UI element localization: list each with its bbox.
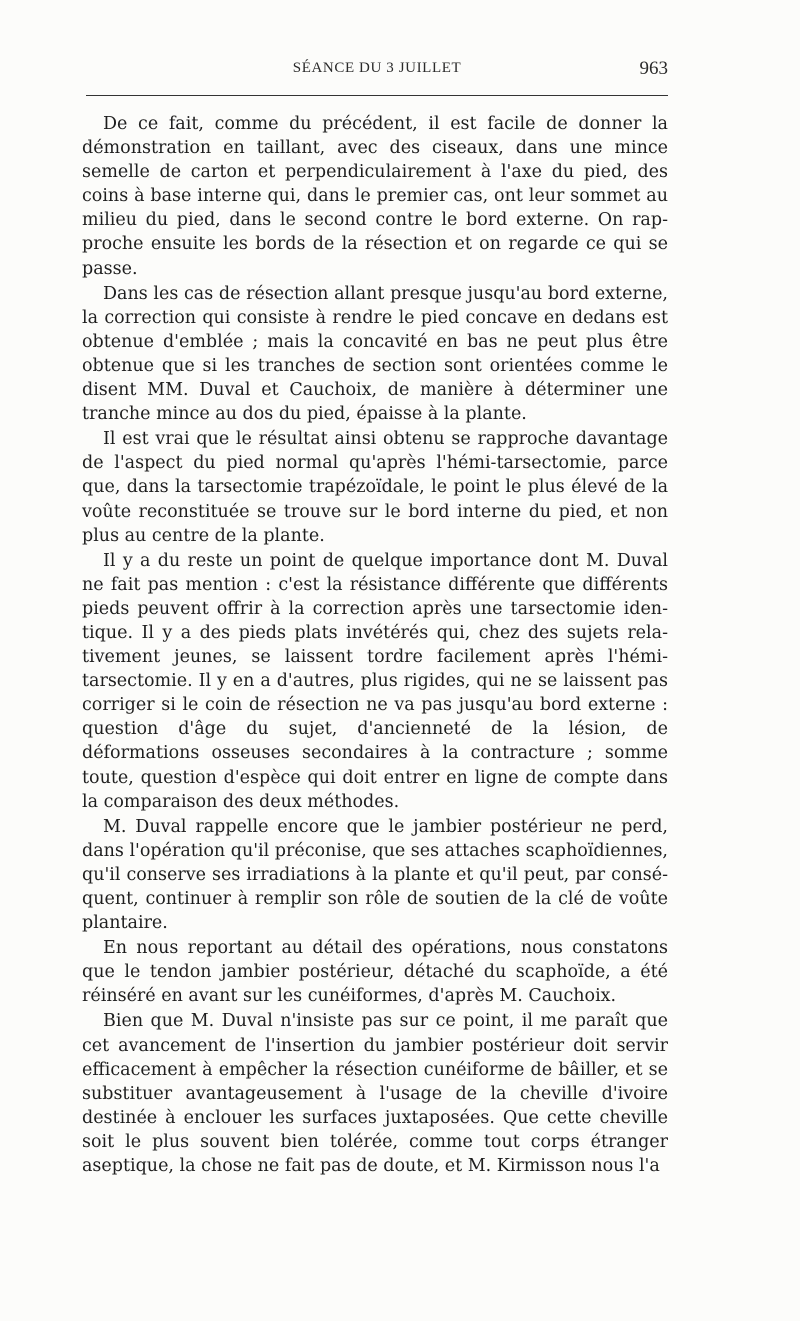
- paragraph: Bien que M. Duval n'insiste pas sur ce point, il me paraît que cet avancement de l'insertion du jambier postérieur doit servir efficacement à empêcher la résection cunéiforme de bâiller, et se substituer avantageusement à l'usage de la cheville d'ivoire destinée à enclouer les surfaces juxtaposées. Que cette cheville soit le plus souvent bien tolérée, comme tout corps étranger aseptique, la chose ne fait pas de doute, et M. Kirmisson nous l'a: [82, 1011, 668, 1177]
- paragraph: M. Duval rappelle encore que le jambier postérieur ne perd, dans l'opération qu'il préconise, que ses attaches scaphoïdiennes, qu'il conserve ses irradiations à la plante et qu'il peut, par conséquent, continuer à remplir son rôle de soutien de la clé de voûte plantaire.: [82, 816, 668, 934]
- paragraph: Il est vrai que le résultat ainsi obtenu se rapproche davantage de l'aspect du pied normal qu'après l'hémi-tarsectomie, parce que, dans la tarsectomie trapézoïdale, le point le plus élevé de la voûte reconstituée se trouve sur le bord interne du pied, et non plus au centre de la plante.: [82, 429, 668, 546]
- paragraph: Dans les cas de résection allant presque jusqu'au bord externe, la correction qui consiste à rendre le pied concave en dedans est obtenue d'emblée ; mais la concavité en bas ne peut plus être obtenue que si les tranches de section sont orientées comme le disent MM. Duval et Cauchoix, de manière à déterminer une tranche mince au dos du pied, épaisse à la plante.: [82, 283, 668, 425]
- body-text: [82, 112, 668, 1179]
- page-number: 963: [639, 58, 668, 79]
- paragraph: Il y a du reste un point de quelque importance dont M. Duval ne fait pas mention : c'est la résistance différente que différents pieds peuvent offrir à la correction après une tarsectomie identique. Il y a des pieds plats invétérés qui, chez des sujets relativement jeunes, se laissent tordre facilement après l'hémitarsectomie. Il y en a d'autres, plus rigides, qui ne se laissent pas corriger si le coin de résection ne va pas jusqu'au bord externe : question d'âge du sujet, d'ancienneté de la lésion, de déformations osseuses secondaires à la contracture ; somme toute, question d'espèce qui doit entrer en ligne de compte dans la comparaison des deux méthodes.: [82, 550, 668, 812]
- header-rule: [86, 95, 668, 96]
- paragraph: De ce fait, comme du précédent, il est facile de donner la démonstration en taillant, avec des ciseaux, dans une mince semelle de carton et perpendiculairement à l'axe du pied, des coins à base interne qui, dans le premier cas, ont leur sommet au milieu du pied, dans le second contre le bord externe. On rapproche ensuite les bords de la résection et on regarde ce qui se passe.: [82, 114, 668, 279]
- page-header: [86, 58, 668, 84]
- running-title: SÉANCE DU 3 JUILLET: [292, 60, 462, 76]
- paragraph: En nous reportant au détail des opérations, nous constatons que le tendon jambier postérieur, détaché du scaphoïde, a été réinséré en avant sur les cunéiformes, d'après M. Cauchoix.: [82, 938, 668, 1007]
